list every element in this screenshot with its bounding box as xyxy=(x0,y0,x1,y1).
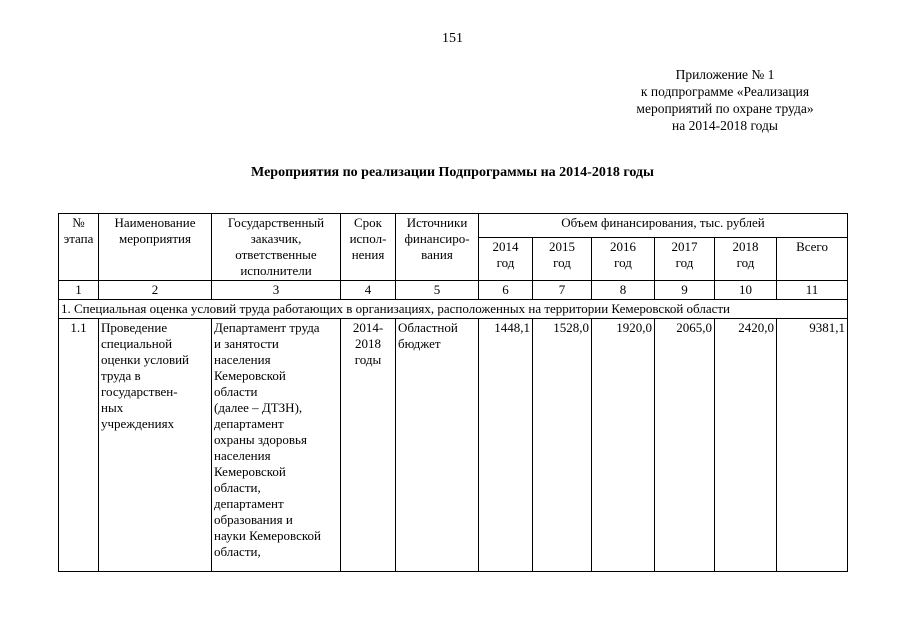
section-row xyxy=(59,300,848,319)
header-term: Срок испол- нения xyxy=(341,214,396,281)
header-name: Наименование мероприятия xyxy=(99,214,212,281)
header-year-2017: 2017 год xyxy=(655,237,715,280)
document-title: Мероприятия по реализации Подпрограммы на 2014-2018 годы xyxy=(251,165,654,180)
column-number: 1 xyxy=(59,281,99,300)
header-year-2018: 2018 год xyxy=(715,237,777,280)
column-number: 9 xyxy=(655,281,715,300)
column-number: 11 xyxy=(777,281,848,300)
measures-table xyxy=(58,213,848,572)
header-row xyxy=(59,214,848,238)
row-value-2015: 1528,0 xyxy=(533,319,592,572)
header-year-2014: 2014 год xyxy=(479,237,533,280)
row-value-2018: 2420,0 xyxy=(715,319,777,572)
row-value-2017: 2065,0 xyxy=(655,319,715,572)
header-year-2016: 2016 год xyxy=(592,237,655,280)
appendix-note xyxy=(590,66,860,134)
column-number: 3 xyxy=(212,281,341,300)
column-number: 7 xyxy=(533,281,592,300)
row-term: 2014- 2018 годы xyxy=(341,319,396,572)
appendix-line-4: на 2014-2018 годы xyxy=(672,118,778,133)
appendix-line-2: к подпрограмме «Реализация xyxy=(640,84,810,99)
row-customer: Департамент труда и занятости населения Кемеровской области (далее – ДТЗН), департамент охраны здоровья населения Кемеровской области, департамент образования и науки Кемеровской области, xyxy=(212,319,341,572)
header-num: № этапа xyxy=(59,214,99,281)
row-sources: Областной бюджет xyxy=(396,319,479,572)
row-value-total: 9381,1 xyxy=(777,319,848,572)
column-number: 10 xyxy=(715,281,777,300)
column-number: 4 xyxy=(341,281,396,300)
appendix-line-1: Приложение № 1 xyxy=(675,67,775,82)
column-number: 6 xyxy=(479,281,533,300)
page-number: 151 xyxy=(442,31,463,46)
section-heading: 1. Специальная оценка условий труда работающих в организациях, расположенных на территории Кемеровской области xyxy=(59,300,848,319)
table-row xyxy=(59,319,848,572)
header-year-2015: 2015 год xyxy=(533,237,592,280)
row-value-2014: 1448,1 xyxy=(479,319,533,572)
header-funding: Объем финансирования, тыс. рублей xyxy=(479,214,848,238)
column-number: 2 xyxy=(99,281,212,300)
row-num: 1.1 xyxy=(59,319,99,572)
header-customer: Государственный заказчик, ответственные исполнители xyxy=(212,214,341,281)
appendix-line-3: мероприятий по охране труда» xyxy=(636,101,814,116)
row-name: Проведение специальной оценки условий труда в государствен- ных учреждениях xyxy=(99,319,212,572)
header-sources: Источники финансиро- вания xyxy=(396,214,479,281)
column-number: 8 xyxy=(592,281,655,300)
column-number: 5 xyxy=(396,281,479,300)
row-value-2016: 1920,0 xyxy=(592,319,655,572)
column-number-row xyxy=(59,281,848,300)
header-total: Всего xyxy=(777,237,848,280)
